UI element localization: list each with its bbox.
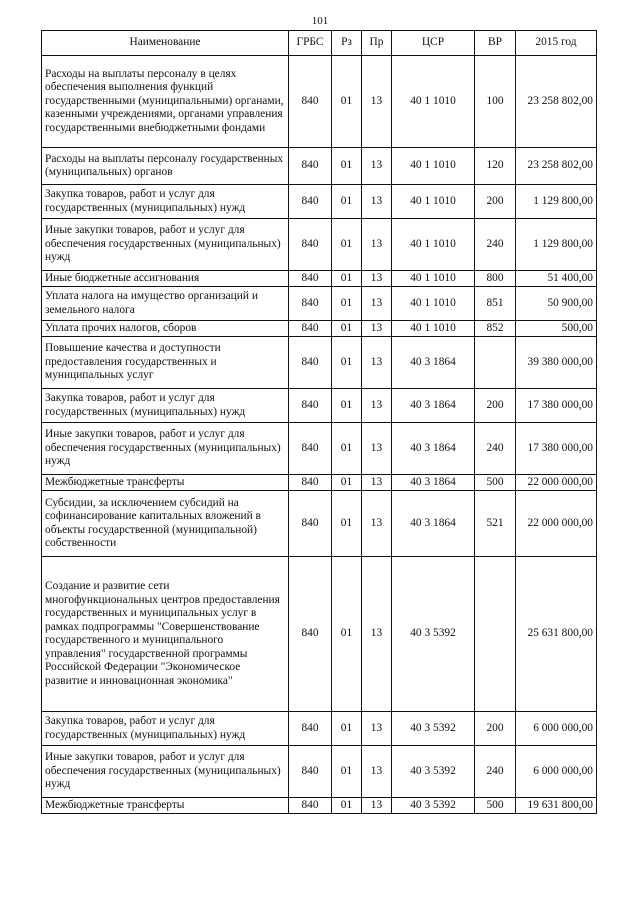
row-grbs: 840 [289, 475, 332, 491]
row-rz: 01 [332, 423, 362, 475]
table-row [42, 491, 597, 557]
row-name: Закупка товаров, работ и услуг для государственных (муниципальных) нужд [42, 712, 289, 746]
row-amount: 51 400,00 [516, 271, 597, 287]
row-pr: 13 [362, 287, 392, 321]
row-amount: 19 631 800,00 [516, 798, 597, 814]
table-row [42, 423, 597, 475]
row-vr: 200 [475, 185, 516, 219]
row-csr: 40 3 5392 [392, 712, 475, 746]
row-vr: 200 [475, 389, 516, 423]
row-grbs: 840 [289, 712, 332, 746]
row-grbs: 840 [289, 337, 332, 389]
row-amount: 500,00 [516, 321, 597, 337]
row-vr: 521 [475, 491, 516, 557]
header-grbs: ГРБС [289, 31, 332, 56]
row-pr: 13 [362, 746, 392, 798]
row-vr [475, 337, 516, 389]
row-rz: 01 [332, 287, 362, 321]
row-csr: 40 1 1010 [392, 219, 475, 271]
row-csr: 40 1 1010 [392, 56, 475, 148]
row-rz: 01 [332, 475, 362, 491]
row-csr: 40 1 1010 [392, 148, 475, 185]
row-amount: 23 258 802,00 [516, 148, 597, 185]
row-csr: 40 1 1010 [392, 185, 475, 219]
header-name: Наименование [42, 31, 289, 56]
table-row [42, 219, 597, 271]
row-vr: 851 [475, 287, 516, 321]
row-grbs: 840 [289, 185, 332, 219]
row-amount: 6 000 000,00 [516, 746, 597, 798]
row-vr: 240 [475, 746, 516, 798]
row-pr: 13 [362, 712, 392, 746]
row-rz: 01 [332, 746, 362, 798]
row-grbs: 840 [289, 321, 332, 337]
row-grbs: 840 [289, 271, 332, 287]
row-csr: 40 3 1864 [392, 491, 475, 557]
row-rz: 01 [332, 491, 362, 557]
row-vr: 120 [475, 148, 516, 185]
table-row [42, 389, 597, 423]
row-vr: 800 [475, 271, 516, 287]
row-name: Межбюджетные трансферты [42, 475, 289, 491]
budget-table [41, 30, 597, 814]
header-rz: Рз [332, 31, 362, 56]
row-csr: 40 3 5392 [392, 798, 475, 814]
row-pr: 13 [362, 271, 392, 287]
row-name: Иные закупки товаров, работ и услуг для обеспечения государственных (муниципальных) нужд [42, 219, 289, 271]
row-pr: 13 [362, 337, 392, 389]
row-grbs: 840 [289, 798, 332, 814]
row-name: Иные закупки товаров, работ и услуг для обеспечения государственных (муниципальных) нужд [42, 423, 289, 475]
row-vr: 852 [475, 321, 516, 337]
header-vr: ВР [475, 31, 516, 56]
row-rz: 01 [332, 321, 362, 337]
table-row [42, 798, 597, 814]
row-pr: 13 [362, 185, 392, 219]
row-pr: 13 [362, 321, 392, 337]
row-amount: 17 380 000,00 [516, 423, 597, 475]
row-amount: 1 129 800,00 [516, 219, 597, 271]
row-grbs: 840 [289, 423, 332, 475]
row-grbs: 840 [289, 746, 332, 798]
row-name: Закупка товаров, работ и услуг для государственных (муниципальных) нужд [42, 185, 289, 219]
row-csr: 40 1 1010 [392, 321, 475, 337]
header-year: 2015 год [516, 31, 597, 56]
row-pr: 13 [362, 557, 392, 712]
table-row [42, 271, 597, 287]
row-name: Уплата налога на имущество организаций и земельного налога [42, 287, 289, 321]
row-pr: 13 [362, 148, 392, 185]
row-csr: 40 3 1864 [392, 389, 475, 423]
row-amount: 6 000 000,00 [516, 712, 597, 746]
table-row [42, 557, 597, 712]
row-vr: 100 [475, 56, 516, 148]
row-name: Межбюджетные трансферты [42, 798, 289, 814]
row-amount: 22 000 000,00 [516, 491, 597, 557]
row-pr: 13 [362, 56, 392, 148]
row-amount: 39 380 000,00 [516, 337, 597, 389]
row-grbs: 840 [289, 56, 332, 148]
row-csr: 40 3 5392 [392, 746, 475, 798]
row-csr: 40 3 1864 [392, 423, 475, 475]
table-row [42, 56, 597, 148]
row-pr: 13 [362, 798, 392, 814]
table-row [42, 475, 597, 491]
row-amount: 25 631 800,00 [516, 557, 597, 712]
row-pr: 13 [362, 219, 392, 271]
table-row [42, 712, 597, 746]
row-csr: 40 1 1010 [392, 287, 475, 321]
header-pr: Пр [362, 31, 392, 56]
row-name: Иные закупки товаров, работ и услуг для обеспечения государственных (муниципальных) нужд [42, 746, 289, 798]
row-name: Повышение качества и доступности предоставления государственных и муниципальных услуг [42, 337, 289, 389]
table-row [42, 148, 597, 185]
row-rz: 01 [332, 389, 362, 423]
row-rz: 01 [332, 56, 362, 148]
row-vr: 240 [475, 423, 516, 475]
row-vr [475, 557, 516, 712]
row-name: Расходы на выплаты персоналу государственных (муниципальных) органов [42, 148, 289, 185]
row-vr: 240 [475, 219, 516, 271]
row-csr: 40 3 1864 [392, 337, 475, 389]
row-rz: 01 [332, 271, 362, 287]
row-name: Создание и развитие сети многофункциональных центров предоставления государственных и муниципальных услуг в рамках подпрограммы "Совершенствование государственного и муниципального управления" государственной программы Российской Федерации "Экономическое развитие и инновационная экономика" [42, 557, 289, 712]
row-rz: 01 [332, 148, 362, 185]
header-row [42, 31, 597, 56]
row-name: Расходы на выплаты персоналу в целях обеспечения выполнения функций государственными (муниципальными) органами, казенными учреждениями, органами управления государственными внебюджетными фондами [42, 56, 289, 148]
header-csr: ЦСР [392, 31, 475, 56]
row-amount: 23 258 802,00 [516, 56, 597, 148]
row-pr: 13 [362, 423, 392, 475]
row-grbs: 840 [289, 491, 332, 557]
row-grbs: 840 [289, 219, 332, 271]
row-name: Субсидии, за исключением субсидий на софинансирование капитальных вложений в объекты государственной (муниципальной) собственности [42, 491, 289, 557]
page-number: 101 [311, 15, 329, 27]
row-pr: 13 [362, 389, 392, 423]
row-grbs: 840 [289, 287, 332, 321]
table-row [42, 287, 597, 321]
row-rz: 01 [332, 337, 362, 389]
row-amount: 1 129 800,00 [516, 185, 597, 219]
row-name: Иные бюджетные ассигнования [42, 271, 289, 287]
row-amount: 50 900,00 [516, 287, 597, 321]
row-rz: 01 [332, 185, 362, 219]
row-rz: 01 [332, 557, 362, 712]
row-grbs: 840 [289, 557, 332, 712]
row-name: Закупка товаров, работ и услуг для государственных (муниципальных) нужд [42, 389, 289, 423]
row-grbs: 840 [289, 148, 332, 185]
table-row [42, 185, 597, 219]
row-csr: 40 3 1864 [392, 475, 475, 491]
row-rz: 01 [332, 219, 362, 271]
row-pr: 13 [362, 475, 392, 491]
row-vr: 500 [475, 475, 516, 491]
table-row [42, 321, 597, 337]
table-row [42, 337, 597, 389]
row-csr: 40 3 5392 [392, 557, 475, 712]
row-grbs: 840 [289, 389, 332, 423]
row-amount: 22 000 000,00 [516, 475, 597, 491]
row-rz: 01 [332, 798, 362, 814]
row-vr: 200 [475, 712, 516, 746]
row-amount: 17 380 000,00 [516, 389, 597, 423]
row-rz: 01 [332, 712, 362, 746]
row-csr: 40 1 1010 [392, 271, 475, 287]
row-pr: 13 [362, 491, 392, 557]
row-name: Уплата прочих налогов, сборов [42, 321, 289, 337]
table-row [42, 746, 597, 798]
row-vr: 500 [475, 798, 516, 814]
